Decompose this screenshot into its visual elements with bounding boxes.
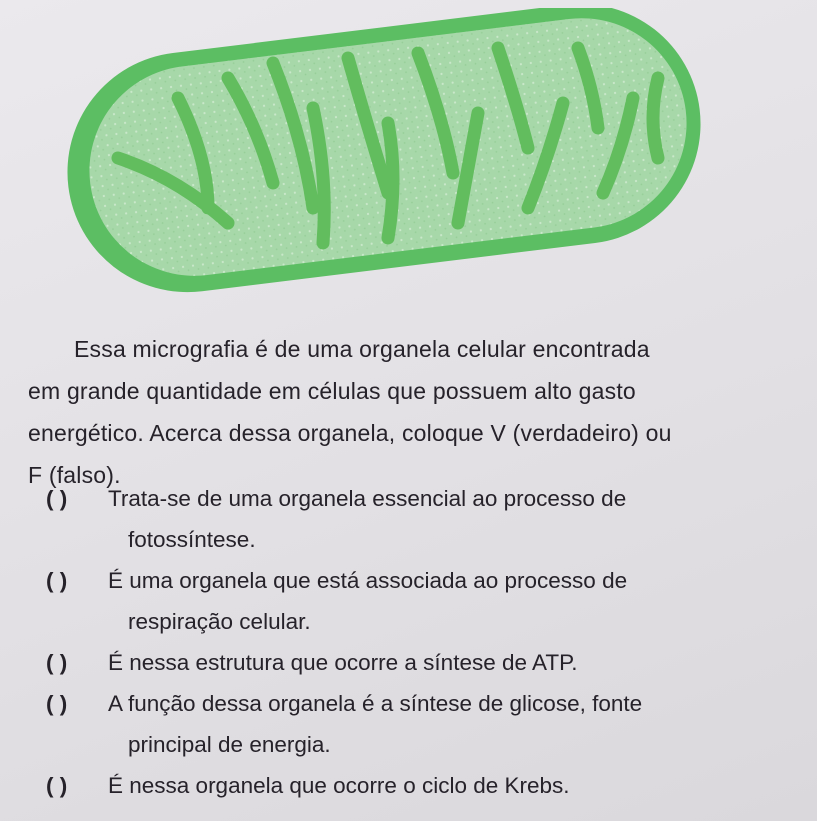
item-text: É nessa estrutura que ocorre a síntese de ATP. <box>108 650 578 675</box>
answer-box[interactable]: ( ) <box>46 650 68 675</box>
item-text-continued: principal de energia. <box>128 732 331 757</box>
question-intro <box>28 328 788 496</box>
item-text: É uma organela que está associada ao processo de <box>108 568 628 593</box>
mitochondrion-icon <box>58 8 708 293</box>
intro-line-1: Essa micrografia é de uma organela celular encontrada <box>74 336 650 362</box>
true-false-item <box>46 765 806 806</box>
item-text-continued: respiração celular. <box>128 609 311 634</box>
true-false-item <box>46 560 806 642</box>
answer-box[interactable]: ( ) <box>46 568 68 593</box>
true-false-item <box>46 478 806 560</box>
item-text-continued: fotossíntese. <box>128 527 256 552</box>
item-text: É nessa organela que ocorre o ciclo de Krebs. <box>108 773 570 798</box>
mitochondrion-illustration <box>58 8 708 293</box>
true-false-item <box>46 642 806 683</box>
answer-box[interactable]: ( ) <box>46 486 68 511</box>
answer-box[interactable]: ( ) <box>46 691 68 716</box>
true-false-item <box>46 683 806 765</box>
answer-box[interactable]: ( ) <box>46 773 68 798</box>
intro-line-3: energético. Acerca dessa organela, coloque V (verdadeiro) ou <box>28 420 672 446</box>
item-text: A função dessa organela é a síntese de glicose, fonte <box>108 691 643 716</box>
item-text: Trata-se de uma organela essencial ao processo de <box>108 486 627 511</box>
intro-line-2: em grande quantidade em células que possuem alto gasto <box>28 378 636 404</box>
intro-line-4: F (falso). <box>28 462 121 488</box>
